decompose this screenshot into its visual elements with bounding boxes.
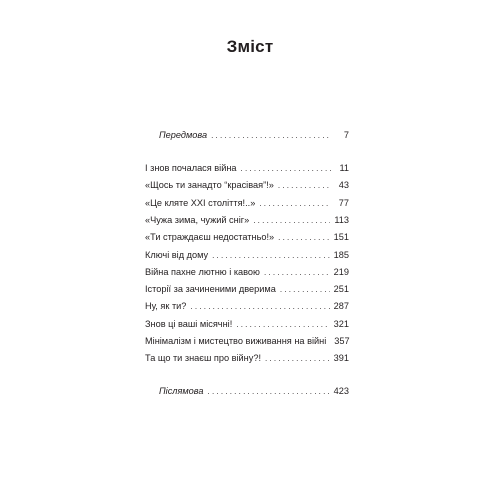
- toc-entry-label: Мінімалізм і мистецтво виживання на війні: [145, 336, 327, 346]
- toc-entry-page: 7: [343, 130, 349, 140]
- toc-entry: [145, 265, 349, 279]
- toc-entry: [145, 317, 349, 331]
- toc-entry-label: Історії за зачиненими дверима: [145, 284, 276, 295]
- toc-entry-page: 391: [333, 353, 349, 364]
- toc-entry: [145, 161, 349, 175]
- dot-leader: [259, 197, 331, 211]
- toc-entry-page: 357: [334, 336, 350, 346]
- toc-entry-page: 321: [333, 318, 349, 329]
- dot-leader: [236, 318, 329, 332]
- dot-leader: [190, 300, 329, 314]
- toc-entry: [145, 248, 349, 262]
- toc-entry-label: «Чужа зима, чужий сніг»: [145, 214, 250, 225]
- toc-entry-page: 43: [338, 180, 349, 191]
- toc-entry: [145, 299, 349, 313]
- dot-leader: [241, 162, 331, 176]
- toc-entry-label: «Це кляте XXI століття!..»: [145, 197, 256, 208]
- toc-entry: [145, 351, 349, 365]
- toc-entry-label: Ну, як ти?: [145, 301, 187, 312]
- toc-entry-page: 219: [333, 266, 349, 277]
- dot-leader: [278, 231, 330, 245]
- toc-entry-label: Післямова: [159, 386, 204, 396]
- toc-entry-afterword: [145, 384, 349, 398]
- toc-entry-label: Війна пахне лютню і кавою: [145, 266, 260, 277]
- toc-entry-label: Передмова: [159, 130, 208, 140]
- toc-entry-label: Ключі від дому: [145, 249, 209, 260]
- dot-leader: [265, 352, 330, 366]
- toc-entry: [145, 230, 349, 244]
- toc-entry: [145, 196, 349, 210]
- toc-entry-label: Та що ти знаєш про війну?!: [145, 353, 262, 364]
- toc-entry-page: 423: [333, 386, 349, 396]
- toc-entry-label: «Щось ти занадто “красівая”!»: [145, 180, 274, 191]
- dot-leader: [208, 385, 330, 399]
- toc-entry: [145, 334, 349, 348]
- toc-entry-label: І знов почалася війна: [145, 163, 237, 173]
- toc-entry-page: 113: [334, 214, 349, 225]
- toc-entry-page: 251: [333, 284, 349, 295]
- dot-leader: [264, 266, 330, 280]
- toc-entry: [145, 178, 349, 192]
- page-title: Зміст: [226, 37, 274, 56]
- dot-leader: [211, 129, 331, 143]
- dot-leader: [253, 214, 330, 228]
- toc-entry: [145, 282, 349, 296]
- toc-entry-label: Знов ці ваші місячні!: [145, 318, 233, 329]
- toc-entry-preface: [145, 128, 349, 142]
- toc-entry-page: 185: [333, 249, 349, 260]
- toc-entry-label: «Ти страждаєш недостатньо!»: [145, 232, 275, 243]
- toc-entry-page: 151: [333, 232, 349, 243]
- toc-entry-page: 11: [339, 163, 349, 173]
- dot-leader: [212, 249, 330, 263]
- toc-entry-page: 77: [338, 197, 349, 208]
- dot-leader: [280, 283, 330, 297]
- toc-entry-page: 287: [333, 301, 349, 312]
- dot-leader: [278, 179, 331, 193]
- toc-entry: [145, 213, 349, 227]
